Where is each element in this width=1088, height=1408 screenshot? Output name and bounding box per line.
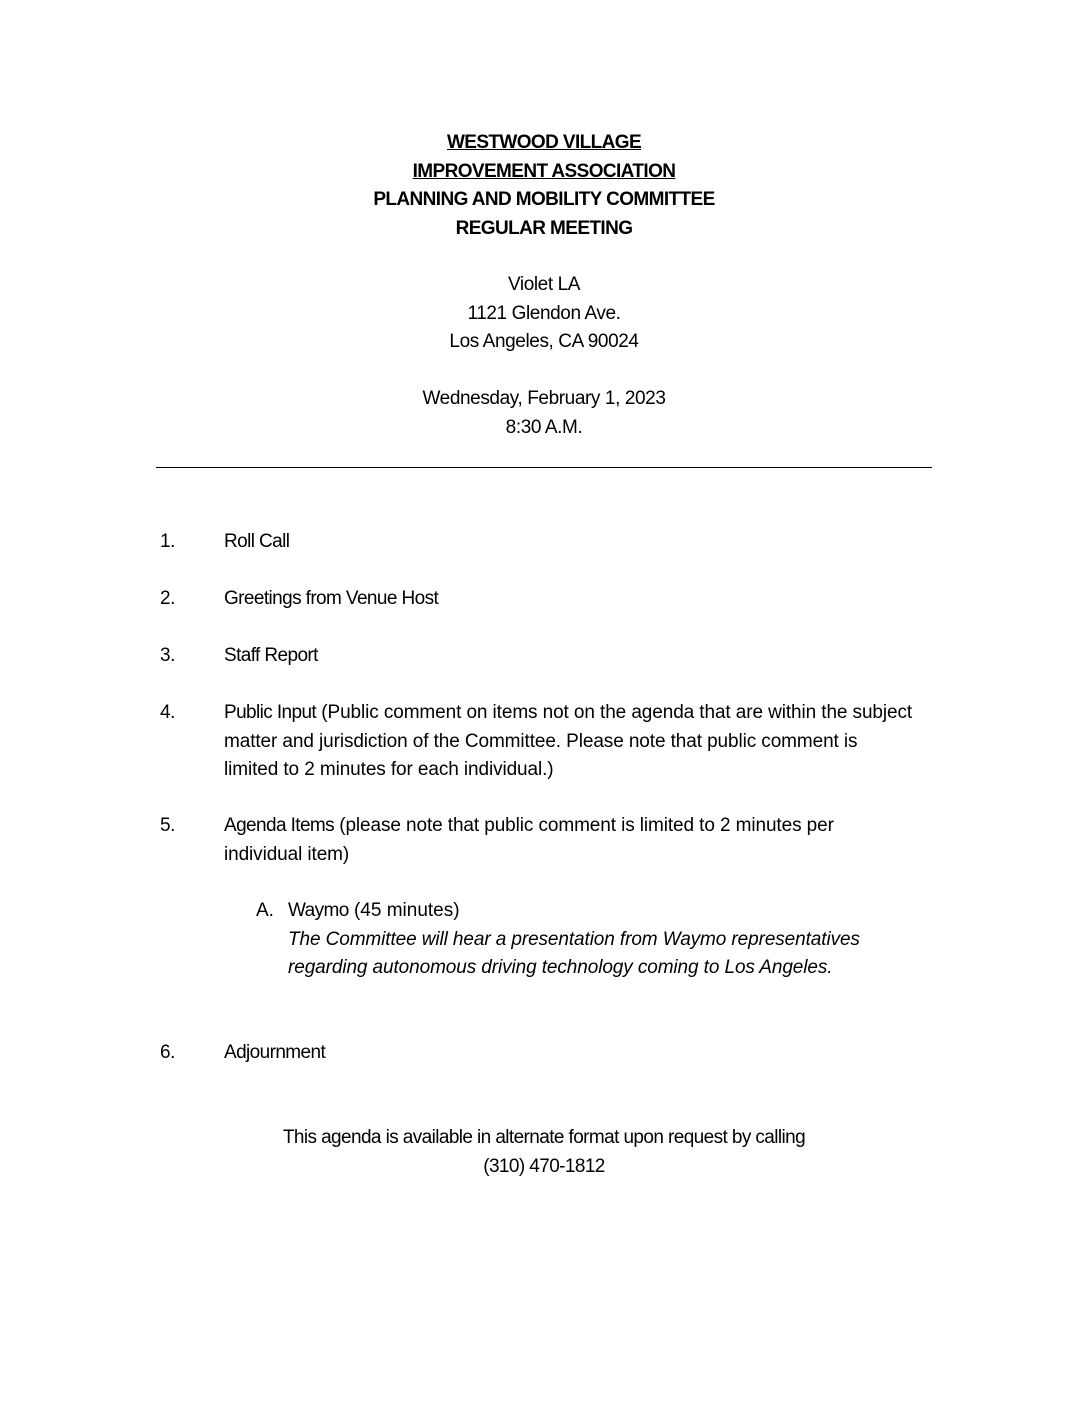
- accessibility-notice-text: This agenda is available in alternate format upon request by calling: [282, 1127, 806, 1148]
- subitem-title: Waymo: [288, 900, 349, 921]
- phone-number: (310) 470-1812: [483, 1155, 605, 1177]
- agenda-item-title: Staff Report: [224, 645, 318, 666]
- agenda-item-number: 4.: [160, 702, 176, 723]
- agenda-item-description: (please note that public comment is limited to 2 minutes per individual item): [224, 815, 834, 865]
- agenda-item-description: (Public comment on items not on the agenda that are within the subject matter and jurisdiction of the Committee. Please note that public comment is limited to 2 minutes for each individual.): [224, 702, 913, 780]
- meeting-date: Wednesday, February 1, 2023: [422, 388, 666, 409]
- accessibility-notice: [0, 1124, 1088, 1181]
- subitem-description: The Committee will hear a presentation from Waymo representatives regarding autonomous driving technology coming to Los Angeles.: [288, 928, 860, 978]
- agenda-item-number: 5.: [160, 815, 176, 836]
- venue-street: 1121 Glendon Ave.: [467, 302, 621, 324]
- subitem-letter: A.: [256, 900, 274, 921]
- agenda-item-title: Roll Call: [224, 531, 290, 552]
- committee-name: PLANNING AND MOBILITY COMMITTEE: [373, 189, 715, 210]
- venue-name: Violet LA: [507, 274, 581, 295]
- venue-city: Los Angeles, CA 90024: [449, 331, 639, 352]
- agenda-item-title: Public Input: [224, 702, 317, 723]
- agenda-item-number: 2.: [160, 588, 176, 609]
- agenda-item-title: Adjournment: [224, 1042, 326, 1063]
- meeting-type: REGULAR MEETING: [455, 217, 633, 239]
- venue-block: [0, 271, 1088, 357]
- document-header: [0, 129, 1088, 243]
- header-divider: [156, 467, 932, 468]
- agenda-item-title: Greetings from Venue Host: [224, 588, 439, 609]
- agenda-item-title: Agenda Items: [224, 815, 335, 836]
- agenda-item-number: 1.: [160, 531, 176, 552]
- agenda-item-number: 3.: [160, 645, 176, 666]
- agenda-item-number: 6.: [160, 1042, 176, 1063]
- meeting-time: 8:30 A.M.: [505, 416, 583, 438]
- schedule-block: [0, 385, 1088, 442]
- org-name-line1: WESTWOOD VILLAGE: [446, 132, 642, 153]
- org-name-line2: IMPROVEMENT ASSOCIATION: [412, 160, 676, 182]
- subitem-duration: (45 minutes): [348, 900, 460, 921]
